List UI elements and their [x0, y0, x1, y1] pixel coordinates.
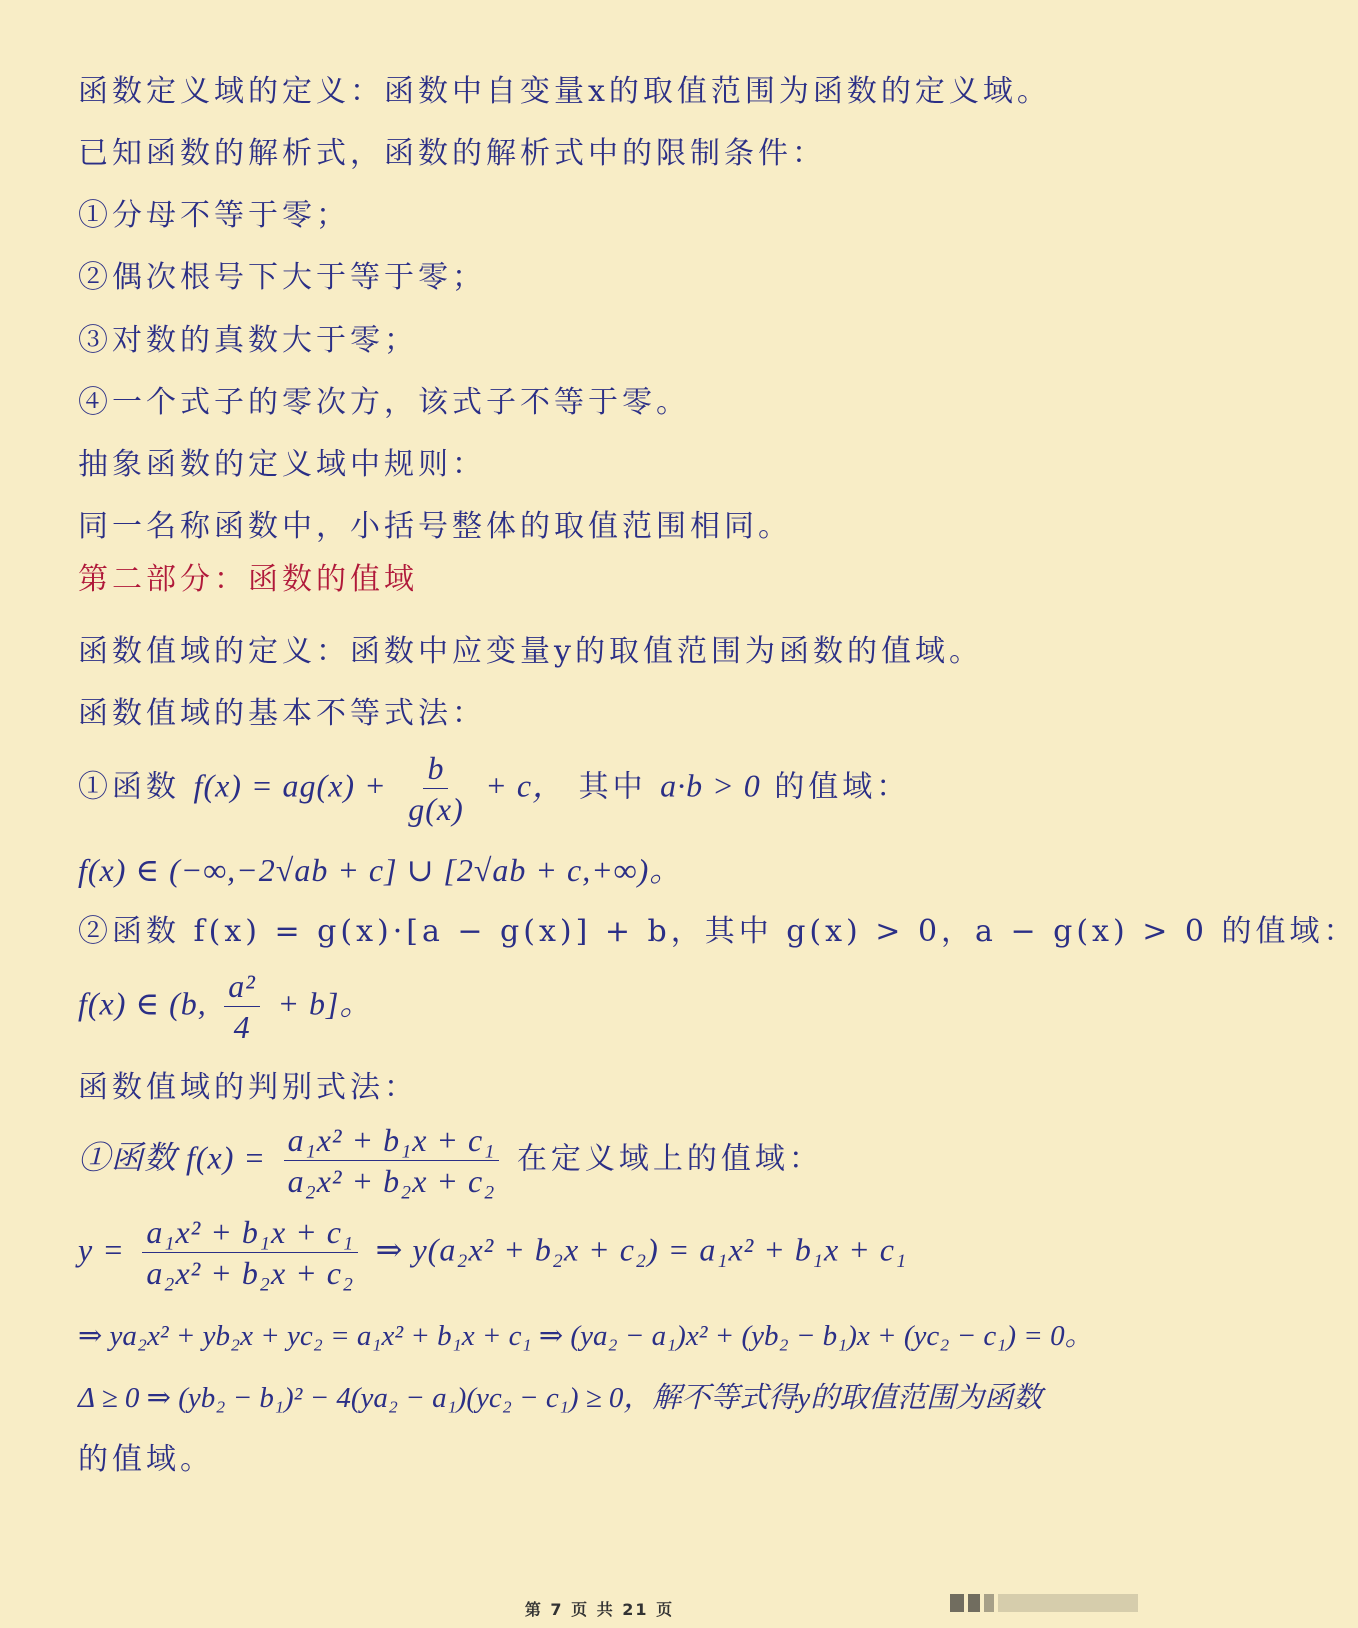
watermark-bar	[950, 1594, 1140, 1612]
page-footer: 第 7 页 共 21 页	[524, 1600, 675, 1619]
text-line: ②偶次根号下大于等于零；	[78, 260, 486, 295]
formula-1-result: f(x) ∈ (−∞,−2√ab + c] ∪ [2√ab + c,+∞)。	[78, 852, 683, 888]
formula-2-result	[78, 966, 373, 1047]
fraction	[224, 966, 260, 1047]
formula-tail: + c，	[485, 767, 566, 804]
section-heading: 第二部分：函数的值域	[78, 562, 418, 597]
text-line: 同一名称函数中，小括号整体的取值范围相同。	[78, 509, 792, 544]
text-line: ①分母不等于零；	[78, 198, 350, 233]
denominator: g(x)	[408, 791, 464, 827]
text-line: 抽象函数的定义域中规则：	[78, 447, 486, 482]
numerator: a²	[224, 966, 260, 1007]
denominator: 4	[233, 1009, 251, 1045]
formula-cond: a·b > 0	[660, 767, 761, 804]
formula-3-step-1	[78, 1212, 907, 1293]
formula-1	[78, 748, 910, 829]
formula-2: ②函数 f(x) = g(x)·[a − g(x)] + b，其中 g(x) > 0，a − g(x) > 0 的值域：	[78, 914, 1358, 949]
fraction	[142, 1212, 358, 1293]
numerator: a₁x² + b₁x + c₁	[142, 1212, 358, 1253]
formula-3-step-3: Δ ≥ 0 ⇒ (yb₂ − b₁)² − 4(ya₂ − a₁)(yc₂ − c₁) ≥ 0，解不等式得y的取值范围为函数	[78, 1382, 1043, 1414]
fraction	[404, 748, 468, 829]
formula-prefix: ①函数 f(x) =	[78, 1139, 267, 1176]
fraction	[284, 1120, 500, 1201]
text-line: 函数定义域的定义：函数中自变量x的取值范围为函数的定义域。	[78, 74, 1051, 109]
formula-lhs: f(x) = ag(x) +	[193, 767, 387, 804]
text-line: ④一个式子的零次方，该式子不等于零。	[78, 385, 690, 420]
formula-lhs: y =	[78, 1231, 125, 1268]
text-line: 函数值域的基本不等式法：	[78, 696, 486, 731]
formula-tail: + b]。	[277, 985, 373, 1022]
formula-3	[78, 1120, 823, 1201]
numerator: a₁x² + b₁x + c₁	[284, 1120, 500, 1161]
denominator: a₂x² + b₂x + c₂	[287, 1163, 496, 1199]
formula-suffix: 在定义域上的值域：	[516, 1141, 823, 1177]
text-line: 已知函数的解析式，函数的解析式中的限制条件：	[78, 136, 826, 171]
text-line: 函数值域的判别式法：	[78, 1070, 418, 1105]
denominator: a₂x² + b₂x + c₂	[146, 1255, 355, 1291]
formula-suffix: 的值域：	[774, 769, 911, 805]
text-line: ③对数的真数大于零；	[78, 323, 418, 358]
text-line: 函数值域的定义：函数中应变量y的取值范围为函数的值域。	[78, 634, 983, 669]
formula-prefix: ①函数	[78, 769, 180, 805]
formula-3-step-2: ⇒ ya₂x² + yb₂x + yc₂ = a₁x² + b₁x + c₁ ⇒ (ya₂ − a₁)x² + (yb₂ − b₁)x + (yc₂ − c₁) = 0。	[78, 1320, 1094, 1352]
numerator: b	[423, 748, 448, 789]
formula-cond-label: 其中	[578, 769, 647, 805]
formula-lhs: f(x) ∈ (b,	[78, 985, 207, 1022]
formula-rhs: ⇒ y(a₂x² + b₂x + c₂) = a₁x² + b₁x + c₁	[375, 1231, 908, 1268]
formula-3-step-4: 的值域。	[78, 1442, 214, 1477]
